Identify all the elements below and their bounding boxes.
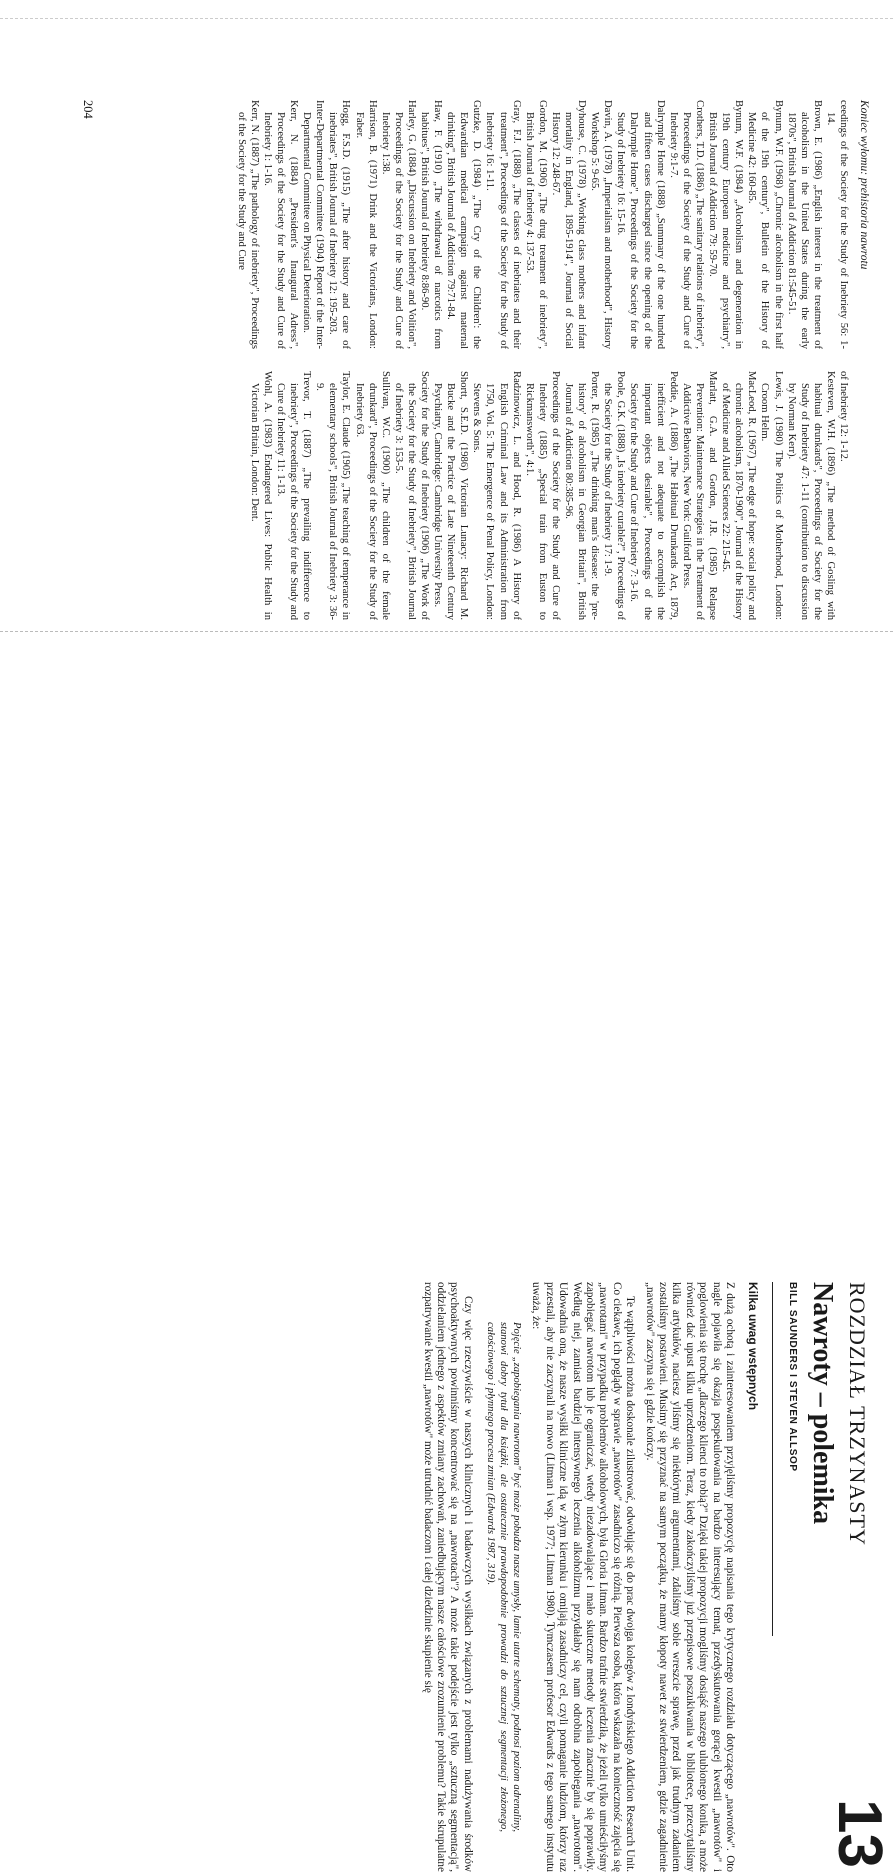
reference-entry: Bynum, W.F. (1968) „Chronic alcoholism in the first half of the 19th century", Bulletin of the History of Medicine 42: 160-85. <box>746 100 784 349</box>
reference-entry: Peddie, A. (1886) „The Habitual Drunkards Act, 1879, inefficient and not adequate to accomplish the important objects desirable", Proceedings of the Society for the Study and Cure of Inebriety 7: 3-16. <box>628 371 679 620</box>
reference-entry: Proceedings of the Society for the Study and Cure of Inebriety (1885) „Special train from Euston to Rickmansworth", 4:1. <box>523 371 561 620</box>
reference-entry: Wohl, A. (1983) Endangered Lives: Public Health in Victorian Britain, London: Dent. <box>248 371 273 620</box>
running-head: Koniec wyłomu: prehistoria nawrotu <box>858 100 870 270</box>
reference-entry: Trevor, T. (1887) „The prevailing indifference to inebriety", Proceedings of the Society for the Study and Cure of Inebriety 11: 1-13. <box>274 371 313 620</box>
reference-entry: Shortt, S.E.D. (1986) Victorian Lunacy: Richard M. Bucke and the Practice of Late Nineteenth Century Psychiatry, Cambridge: Cambridge University Press. <box>432 371 470 620</box>
reference-entry: Harley, G. (1884) „Discussion on Inebriety and Volition", Proceedings of the Society for the Study and Cure of Inebriety 1:38. <box>379 100 417 349</box>
references-column-2 <box>235 371 850 620</box>
reference-entry: Gutzke, D. (1984) „'The Cry of the Children': the Edwardian medical campaign against maternal drinking", British Journal of Addiction 79:71-84. <box>445 100 483 349</box>
page-chapter-13 <box>80 1282 894 1872</box>
reference-entry: Bynum, W.F. (1984) „Alcoholism and degeneration in 19th century European medicine and psychiatry", British Journal of Addiction 79: 59-70. <box>707 100 745 349</box>
reference-entry: Porter, R. (1985) „The drinking man's disease: the 'pre-history' of alcoholism in Georgian Britain", British Journal of Addiction 80:385-96. <box>563 371 601 620</box>
reference-entry: Haw, F. (1910) „The withdrawal of narcotics from habitues", British Journal of Inebriety 8:86-90. <box>419 100 444 349</box>
reference-entry: Society for the Study of Inebriety (1906) „The Work of the Society for the Study of Inebriety", British Journal of Inebriety 3: 153-5. <box>392 371 430 620</box>
left-page-region <box>0 0 893 640</box>
reference-entry: Dalrymple Home (1888) „Summary of the one hundred and fifteen cases discharged since the opening of the Dalrymple Home", Proceedings of the Society for the Study of Inebriety 16: 15-16. <box>615 100 666 349</box>
reference-entry: Marlatt, G.A. and Gordon, J.R. (1985) Relapse Prevention: Maintenance Strategies in the Treatment of Addictive Behaviors, New York: Guilford Press. <box>680 371 719 620</box>
chapter-title: Nawroty – polemika <box>807 1282 838 1525</box>
page-204 <box>80 100 870 620</box>
paragraph-3: Czy więc rzeczywiście w naszych klinicznych i badawczych wysiłkach związanych z problemami nadużywania środków psychoaktywnych powinniśmy koncentrować się na „nawrotach"? A może takie podejście jest tylko „sztuczną segmentacją", oddzielaniem jednego z aspektów zmiany zachowań, zaniedbującym nasze całościowe zrozumienie problemu? Takie skrupulatne rozpatrywanie kwestii „nawrotów" może utrudnić badaczom i całej dziedzinie skupienie się <box>421 1282 474 1872</box>
reference-entry: Harrison, B. (1971) Drink and the Victorians, London: Faber. <box>353 100 378 349</box>
reference-entry: Inter-Departmental Committee (1904) Report of the Inter-Departmental Committee on Physical Deterioration. <box>301 100 326 349</box>
reference-entry: Sullivan, W.C. (1900) „The children of the female drunkard", Proceedings of the Society for the Study of Inebriety 63. <box>353 371 391 620</box>
right-page-region <box>0 632 894 1872</box>
reference-entry: Poole, G.K. (1888) „Is inebriety curable?", Proceedings of the Society for the Study of Inebriety 17: 1-9. <box>602 371 627 620</box>
block-quote: Pojęcie „zapobiegania nawrotom" być może pobudza nasze umysły, lamie utarte schematy, podnosi poziom adrenaliny, stanowi dobry tytuł dla książki, ale ostatecznie prawdopodobnie prowadzi do sztucznej segmentacji złożonego, całościowego i płynnego procesu zmian (Edwards 1987, 319). <box>484 1322 522 1832</box>
references-column-1 <box>235 100 850 349</box>
reference-entry: Hogg, F.S.D. (1915) „The after history and care of inebriates", British Journal of Inebriety 12: 195-203. <box>327 100 352 349</box>
reference-entry: Gordon, M. (1906) „The drug treatment of inebriety", British Journal of Inebriety 4: 137-53. <box>523 100 548 349</box>
reference-entry: Brown, E. (1986) „English interest in the treatment of alcoholism in the United States during the early 1870s", British Journal of Addiction 81:545-51. <box>785 100 823 349</box>
reference-entry: ceedings of the Society for the Study of Inebriety 56: 1-14. <box>824 100 849 349</box>
reference-entry: Crothers, T.D. (1886) „The sanitary relations of inebriety", Proceedings of the Society of the Study and Cure of Inebriety 9:1-7. <box>667 100 705 349</box>
page-number: 204 <box>81 100 95 119</box>
title-rule <box>772 1282 773 1636</box>
reference-entry: Lewis, J. (1980) The Politics of Motherhood, London: Croom Helm. <box>759 371 784 620</box>
reference-entry: Gray, F.J. (1888) „The classes of inebriates and their treatment", Proceedings of the Society for the Study of Inebriety 16: 1-11. <box>484 100 522 349</box>
reference-entry: Radzinowicz, L. and Hood, R. (1986) A History of English Criminal Law and its Administration from 1750, Vol. 5: The Emergence of Penal Policy, London: Stevens & Sons. <box>471 371 522 620</box>
paragraph-2: Te wątpliwości można doskonale zilustrować, odwołując się do prac dwojga kolegów z londyńskiego Addiction Research Unit. Co ciekawe, ich poglądy w sprawie „nawrotów" zasadniczo się różnią. Pierwsza osoba, która wskazała na konieczność zajęcia się „nawrotami" w przypadku problemów alkoholowych, była Gloria Litman. Bardzo trafnie stwierdziła, że jeżeli tylko umieściłyśmy zapobiegać nawrotom lub je ograniczać, wtedy niezadowalające i mało skuteczne metody leczenia znacznie by się poprawiły. Według niej, zamiast bardziej intensywnego leczenia alkoholizmu przydałaby się nam odrobina zapobiegania „nawrotom". Udowadnia ona, że nasze wysiłki kliniczne idą w złym kierunku i omijają zasadniczy cel, czyli pomaganie ludziom, którzy raz przestali, aby nie zaczynali na nowo (Litman i wsp. 1977; Litman 1980). Tymczasem profesor Edwards z tego samego instytutu uważa, że: <box>530 1282 637 1872</box>
reference-columns <box>235 100 850 620</box>
chapter-authors: BILL SAUNDERS I STEVEN ALLSOP <box>787 1282 798 1472</box>
paragraph-1: Z dużą ochotą i zainteresowaniem przyjęliśmy propozycję napisania tego krytycznego rozdziału dotyczącego „nawrotów". Oto nagle pojawiła się okazja pospekulowania na bardzo interesujący temat, przedyskutowania gorącej kwestii „nawrotów" i poglowienia się trochę „dlaczego klienci to robią?" Dzięki takiej propozycji mogliśmy dosiąść naszego ulubionego konika, a może również dać upust kilku uprzedzeniom. Teraz, kiedy zakończyliśmy już przepisowe poszukiwania w bibliotece, przeczytaliśmy kilka artykułów, naciesz yliśmy się niektórymi argumentami, zdaliśmy sobie wreszcie sprawę, przed jak trudnym zadaniem zostaliśmy postawieni. Musimy się przyznać na samym początku, że mamy kłopoty nawet ze stwierdzeniem, gdzie zagadnienie „nawrotów" zaczyna się i gdzie kończy. <box>643 1282 736 1872</box>
chapter-label: ROZDZIAŁ TRZYNASTY <box>845 1282 870 1546</box>
reference-entry: Kesteven, W.H. (1896) „The method of Gosling with habitual drunkards", Proceedings of Society for the Study of Inebriety 47: 1-11 (contribution to discussion by Norman Kerr). <box>785 371 836 620</box>
chapter-number: 13 <box>825 1799 894 1868</box>
reference-entry: Dyhouse, C. (1978) „Working class mothers and infant mortality in England, 1895-1914", Journal of Social History 12: 248-67. <box>549 100 588 349</box>
section-heading: Kilka uwag wstępnych <box>746 1282 760 1411</box>
reference-entry: Kerr, N. (1884) „President's Inaugural Adress", Proceedings of the Society for the Study and Cure of Inebriety 1: 1-16. <box>261 100 300 349</box>
reference-entry: Taylor, E. Claude (1905) „The teaching of temperance in elementary schools", British Journal of Inebriety 3: 36-9. <box>314 371 352 620</box>
reference-entry: MacLeod, R. (1967) „The edge of hope: social policy and chronic alcoholism, 1870-1900", Journal of the History of Medicine and Allied Sciences 22: 215-45. <box>720 371 758 620</box>
reference-entry: Kerr, N. (1887) „The pathology of inebriety", Proceedings of the Society for the Study and Cure <box>235 100 260 349</box>
reference-entry: Davin, A. (1978) „Imperialism and motherhood", History Workshop 5: 9-65. <box>589 100 614 349</box>
reference-entry: of Inebriety 12: 1-12. <box>838 371 849 462</box>
